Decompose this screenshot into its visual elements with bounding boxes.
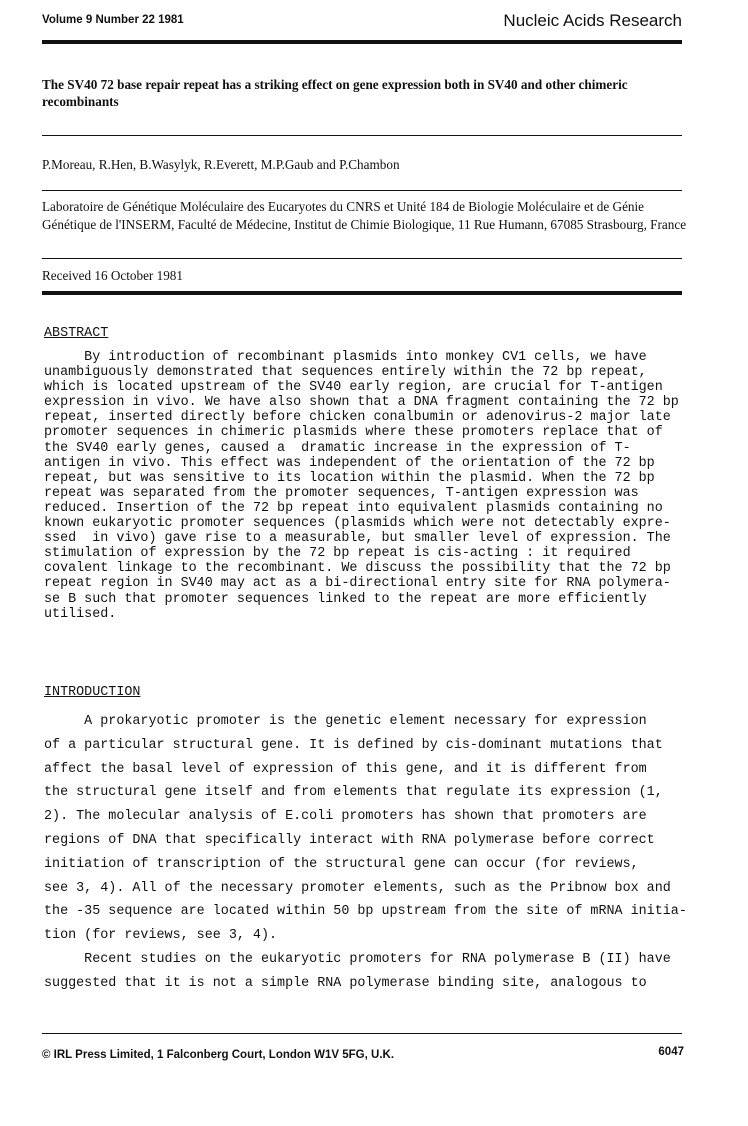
abstract-heading: ABSTRACT <box>44 326 109 341</box>
introduction-body <box>44 710 724 996</box>
abstract-line: utilised. <box>44 606 117 622</box>
abstract-line: expression in vivo. We have also shown that a DNA fragment containing the 72 bp <box>44 395 679 411</box>
abstract-line: repeat was separated from the promoter sequences, T-antigen expression was <box>44 485 639 501</box>
introduction-line: A prokaryotic promoter is the genetic element necessary for expression <box>44 714 647 729</box>
introduction-line: 2). The molecular analysis of E.coli promoters has shown that promoters are <box>44 809 647 825</box>
abstract-line: known eukaryotic promoter sequences (plasmids which were not detectably expre- <box>44 516 671 532</box>
header-rule <box>42 40 682 44</box>
article-authors: P.Moreau, R.Hen, B.Wasylyk, R.Everett, M.P.Gaub and P.Chambon <box>42 157 400 172</box>
abstract-line: the SV40 early genes, caused a dramatic increase in the expression of T- <box>44 440 631 456</box>
journal-issue: Volume 9 Number 22 1981 <box>42 14 184 26</box>
introduction-line: Recent studies on the eukaryotic promoters for RNA polymerase B (II) have <box>44 951 671 967</box>
abstract-line: repeat region in SV40 may act as a bi-directional entry site for RNA polymera- <box>44 576 671 592</box>
introduction-line: of a particular structural gene. It is defined by cis-dominant mutations that <box>44 737 663 753</box>
introduction-line: see 3, 4). All of the necessary promoter elements, such as the Pribnow box and <box>44 880 671 896</box>
abstract-line: se B such that promoter sequences linked to the repeat are more efficiently <box>44 591 647 607</box>
abstract-line: stimulation of expression by the 72 bp repeat is cis-acting : it required <box>44 546 631 562</box>
introduction-line: tion (for reviews, see 3, 4). <box>44 928 278 944</box>
article-affiliation: Laboratoire de Génétique Moléculaire des Eucaryotes du CNRS et Unité 184 de Biologie Moléculaire et de Génie Génétique de l'INSERM, Faculté de Médecine, Institut de Chimie Biologique, 11 Rue Humann, 67085 Strasbourg, France <box>42 199 687 232</box>
abstract-line: reduced. Insertion of the 72 bp repeat into equivalent plasmids containing no <box>44 500 663 516</box>
page-number: 6047 <box>658 1046 684 1058</box>
abstract-line: unambiguously demonstrated that sequences entirely within the 72 bp repeat, <box>44 365 647 381</box>
abstract-line: repeat, but was sensitive to its location within the plasmid. When the 72 bp <box>44 470 655 486</box>
introduction-line: initiation of transcription of the structural gene can occur (for reviews, <box>44 856 639 872</box>
authors-rule <box>42 190 682 191</box>
abstract-line: ssed in vivo) gave rise to a measurable, but smaller level of expression. The <box>44 531 671 547</box>
article-title: The SV40 72 base repair repeat has a striking effect on gene expression both in SV40 and other chimeric recombinants <box>42 77 628 109</box>
abstract-line: antigen in vivo. This effect was independent of the orientation of the 72 bp <box>44 455 655 471</box>
abstract-line: repeat, inserted directly before chicken conalbumin or adenovirus-2 major late <box>44 410 671 426</box>
publisher-line: © IRL Press Limited, 1 Falconberg Court, London W1V 5FG, U.K. <box>42 1049 395 1061</box>
abstract-line: promoter sequences in chimeric plasmids where these promoters replace that of <box>44 425 663 441</box>
abstract-body <box>44 350 694 622</box>
footer-rule <box>42 1033 682 1034</box>
affiliation-rule <box>42 258 682 259</box>
introduction-line: the structural gene itself and from elements that regulate its expression (1, <box>44 785 663 801</box>
introduction-heading: INTRODUCTION <box>44 685 141 700</box>
abstract-line: By introduction of recombinant plasmids into monkey CV1 cells, we have <box>44 350 647 365</box>
abstract-line: which is located upstream of the SV40 early region, are crucial for T-antigen <box>44 380 663 396</box>
journal-name: Nucleic Acids Research <box>503 11 682 30</box>
received-rule <box>42 291 682 295</box>
introduction-line: affect the basal level of expression of this gene, and it is different from <box>44 761 647 777</box>
title-rule <box>42 135 682 136</box>
introduction-line: the -35 sequence are located within 50 bp upstream from the site of mRNA initia- <box>44 904 687 920</box>
introduction-line: suggested that it is not a simple RNA polymerase binding site, analogous to <box>44 975 647 991</box>
introduction-line: regions of DNA that specifically interact with RNA polymerase before correct <box>44 832 655 848</box>
abstract-line: covalent linkage to the recombinant. We discuss the possibility that the 72 bp <box>44 561 671 577</box>
received-date: Received 16 October 1981 <box>42 268 183 283</box>
